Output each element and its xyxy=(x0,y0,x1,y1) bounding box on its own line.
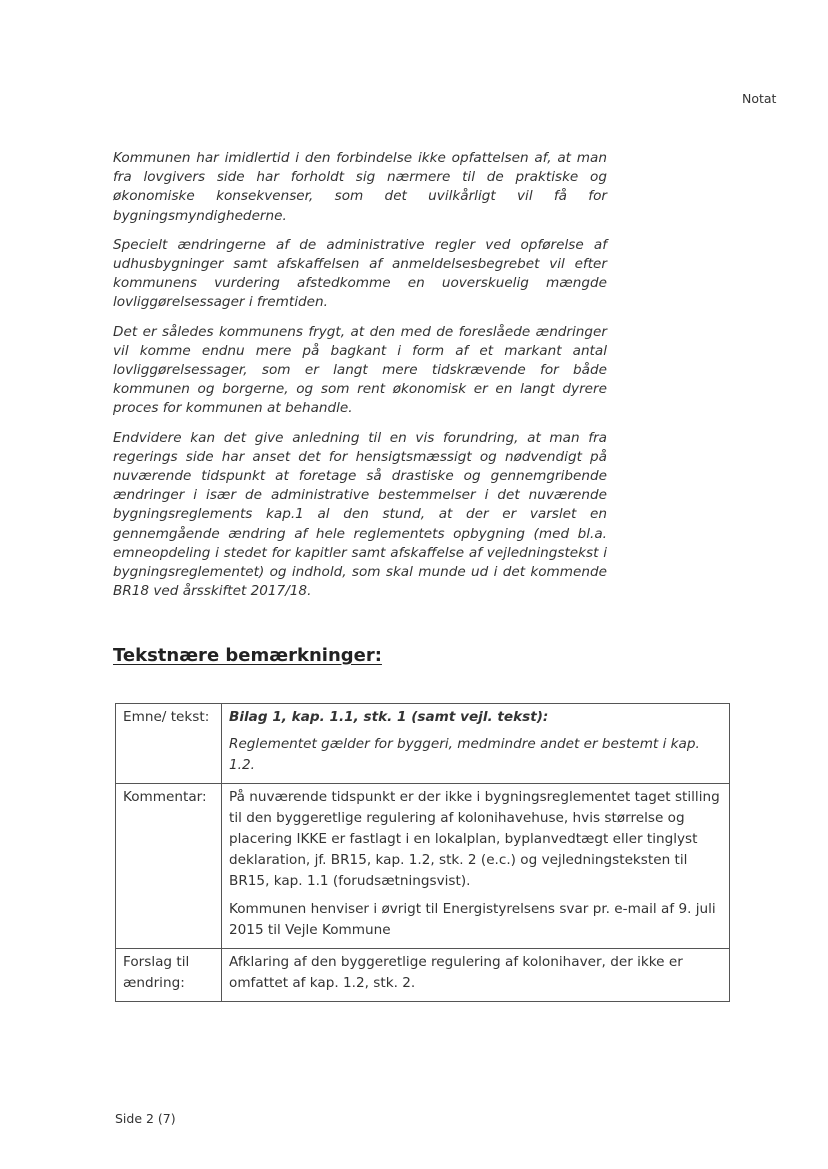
table-row xyxy=(116,784,730,949)
document-type-label: Notat xyxy=(742,91,777,106)
body-paragraph: Kommunen har imidlertid i den forbindelse ikke opfattelsen af, at man fra lovgivers side har forholdt sig nærmere til de praktiske og økonomiske konsekvenser, som det uvilkårligt vil få for bygningsmyndighederne. xyxy=(113,150,607,224)
reference-text: Reglementet gælder for byggeri, medmindre andet er bestemt i kap. 1.2. xyxy=(229,736,700,773)
comment-paragraph: Kommunen henviser i øvrigt til Energistyrelsens svar pr. e-mail af 9. juli 2015 til Vejle Kommune xyxy=(229,901,716,938)
row-content xyxy=(222,949,730,1002)
page-number: Side 2 (7) xyxy=(115,1111,176,1126)
remarks-table xyxy=(115,703,730,1002)
row-label: Kommentar: xyxy=(116,784,222,949)
reference-title: Bilag 1, kap. 1.1, stk. 1 (samt vejl. tekst): xyxy=(229,709,549,725)
body-text xyxy=(113,149,607,611)
comment-paragraph: På nuværende tidspunkt er der ikke i bygningsreglementet taget stilling til den byggeretlige regulering af kolonihavehuse, hvis størrelse og placering IKKE er fastlagt i en lokalplan, byplanvedtægt eller tinglyst deklaration, jf. BR15, kap. 1.2, stk. 2 (e.c.) og vejledningsteksten til BR15, kap. 1.1 (forudsætningsvist). xyxy=(229,789,720,889)
table-row xyxy=(116,704,730,784)
body-paragraph: Det er således kommunens frygt, at den med de foreslåede ændringer vil komme endnu mere på bagkant i form af et markant antal lovliggørelsessager, som er langt mere tidskrævende for både kommunen og borgerne, og som rent økonomisk er en langt dyrere proces for kommunen at behandle. xyxy=(113,323,607,417)
body-paragraph: Endvidere kan det give anledning til en vis forundring, at man fra regerings side har anset det for hensigtsmæssigt og nødvendigt på nuværende tidspunkt at foretage så drastiske og gennemgribende ændringer i især de administrative bestemmelser i det nuværende bygningsreglements kap.1 al den stund, at der er varslet en gennemgående ændring af hele reglementets opbygning (med bl.a. emneopdeling i stedet for kapitler samt afskaffelse af vejledningstekst i bygningsreglementet) og indhold, som skal munde ud i det kommende BR18 ved årsskiftet 2017/18. xyxy=(113,429,607,600)
row-label: Forslag til ændring: xyxy=(116,949,222,1002)
body-paragraph: Specielt ændringerne af de administrative regler ved opførelse af udhusbygninger samt afskaffelsen af anmeldelsesbegrebet vil efter kommunens vurdering afstedkomme en uoverskuelig mængde lovliggørelsessager i fremtiden. xyxy=(113,236,607,311)
row-label: Emne/ tekst: xyxy=(116,704,222,784)
section-heading: Tekstnære bemærkninger: xyxy=(113,645,382,666)
proposal-paragraph: Afklaring af den byggeretlige regulering af kolonihaver, der ikke er omfattet af kap. 1.2, stk. 2. xyxy=(229,954,683,991)
row-content xyxy=(222,704,730,784)
row-content xyxy=(222,784,730,949)
table-row xyxy=(116,949,730,1002)
